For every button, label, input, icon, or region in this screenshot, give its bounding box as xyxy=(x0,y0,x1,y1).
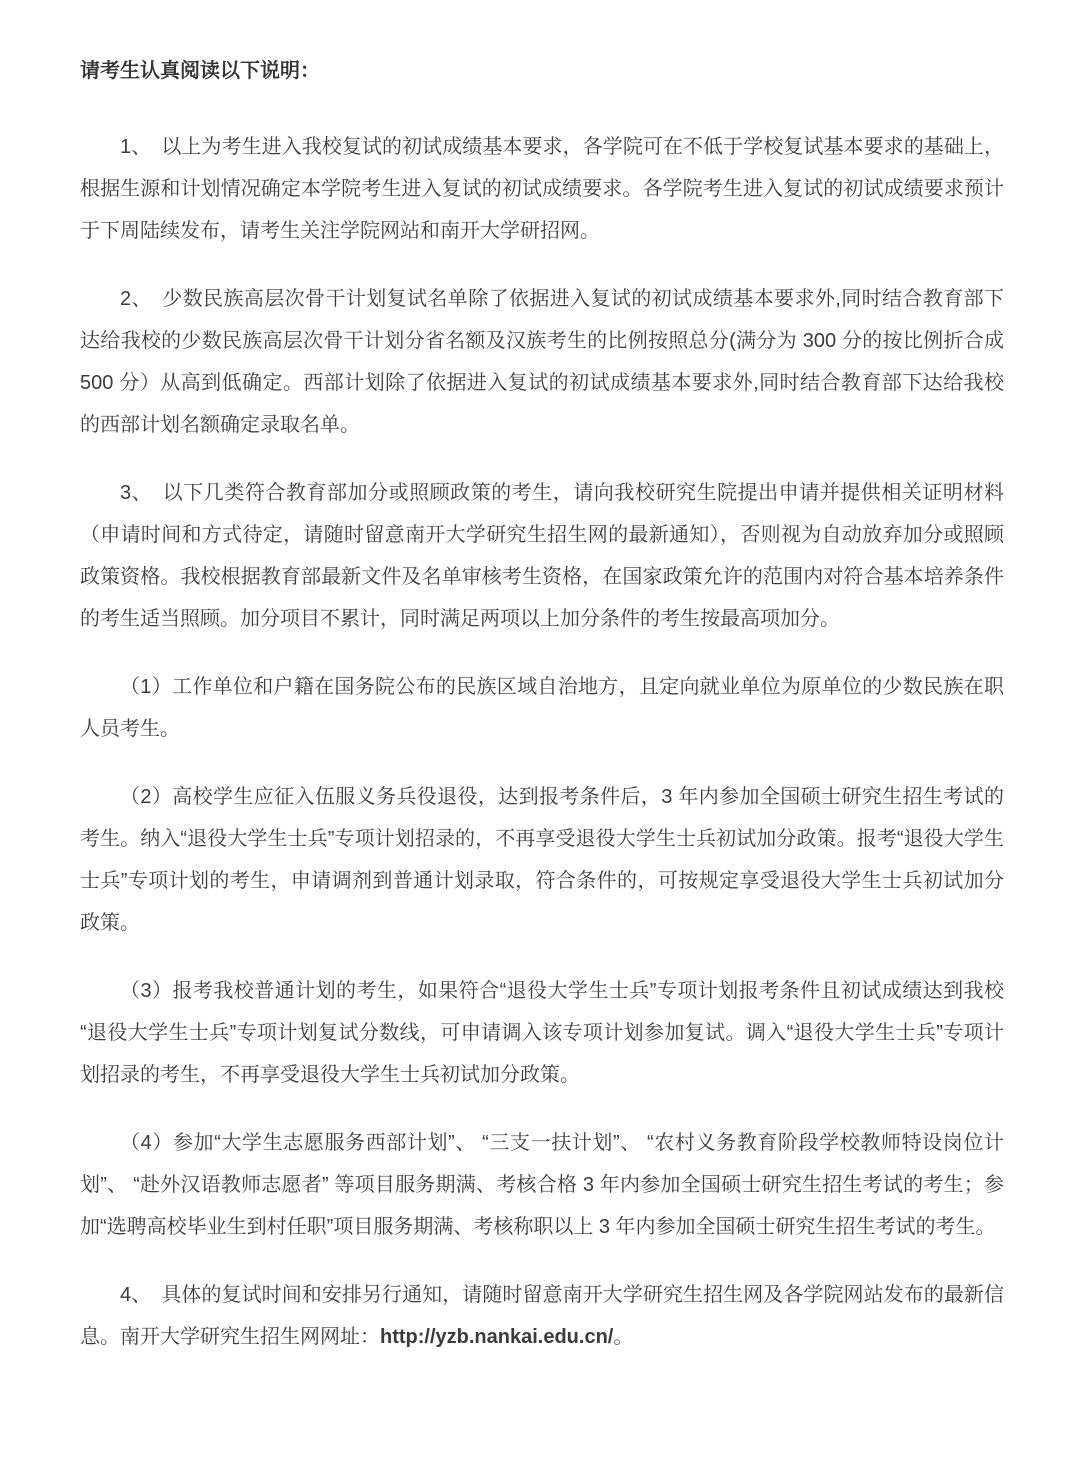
paragraph-item-3: 3、 以下几类符合教育部加分或照顾政策的考生，请向我校研究生院提出申请并提供相关证明材料（申请时间和方式待定，请随时留意南开大学研究生招生网的最新通知），否则视为自动放弃加分或照顾政策资格。我校根据教育部最新文件及名单审核考生资格，在国家政策允许的范围内对符合基本培养条件的考生适当照顾。加分项目不累计，同时满足两项以上加分条件的考生按最高项加分。 xyxy=(80,482,1004,630)
paragraph-subitem-1: （1）工作单位和户籍在国务院公布的民族区域自治地方，且定向就业单位为原单位的少数民族在职人员考生。 xyxy=(80,676,1004,740)
closing-text: 4、 具体的复试时间和安排另行通知，请随时留意南开大学研究生招生网及各学院网站发布的最新信息。南开大学研究生招生网网址： xyxy=(80,1284,1004,1348)
paragraph-item-1: 1、 以上为考生进入我校复试的初试成绩基本要求，各学院可在不低于学校复试基本要求的基础上，根据生源和计划情况确定本学院考生进入复试的初试成绩要求。各学院考生进入复试的初试成绩要求预计于下周陆续发布，请考生关注学院网站和南开大学研招网。 xyxy=(80,136,1004,242)
paragraph-subitem-2: （2）高校学生应征入伍服义务兵役退役，达到报考条件后，3 年内参加全国硕士研究生招生考试的考生。纳入“退役大学生士兵”专项计划招录的，不再享受退役大学生士兵初试加分政策。报考“退役大学生士兵”专项计划的考生，申请调剂到普通计划录取，符合条件的，可按规定享受退役大学生士兵初试加分政策。 xyxy=(80,786,1004,934)
paragraph-item-2: 2、 少数民族高层次骨干计划复试名单除了依据进入复试的初试成绩基本要求外,同时结合教育部下达给我校的少数民族高层次骨干计划分省名额及汉族考生的比例按照总分(满分为 300 分的按比例折合成 500 分）从高到低确定。西部计划除了依据进入复试的初试成绩基本要求外,同时结合教育部下达给我校的西部计划名额确定录取名单。 xyxy=(80,288,1004,436)
admissions-site-url: http://yzb.nankai.edu.cn/ xyxy=(380,1326,614,1348)
paragraph-subitem-3: （3）报考我校普通计划的考生，如果符合“退役大学生士兵”专项计划报考条件且初试成绩达到我校 “退役大学生士兵”专项计划复试分数线，可申请调入该专项计划参加复试。调入“退役大学生士兵”专项计划招录的考生，不再享受退役大学生士兵初试加分政策。 xyxy=(80,980,1004,1086)
document-title: 请考生认真阅读以下说明： xyxy=(80,60,320,82)
closing-period: 。 xyxy=(613,1326,634,1348)
paragraph-item-4 xyxy=(80,1274,1004,1358)
paragraph-subitem-4: （4）参加“大学生志愿服务西部计划”、 “三支一扶计划”、 “农村义务教育阶段学校教师特设岗位计划”、 “赴外汉语教师志愿者” 等项目服务期满、考核合格 3 年内参加全国硕士研究生招生考试的考生；参加“选聘高校毕业生到村任职”项目服务期满、考核称职以上 3 年内参加全国硕士研究生招生考试的考生。 xyxy=(80,1132,1004,1238)
